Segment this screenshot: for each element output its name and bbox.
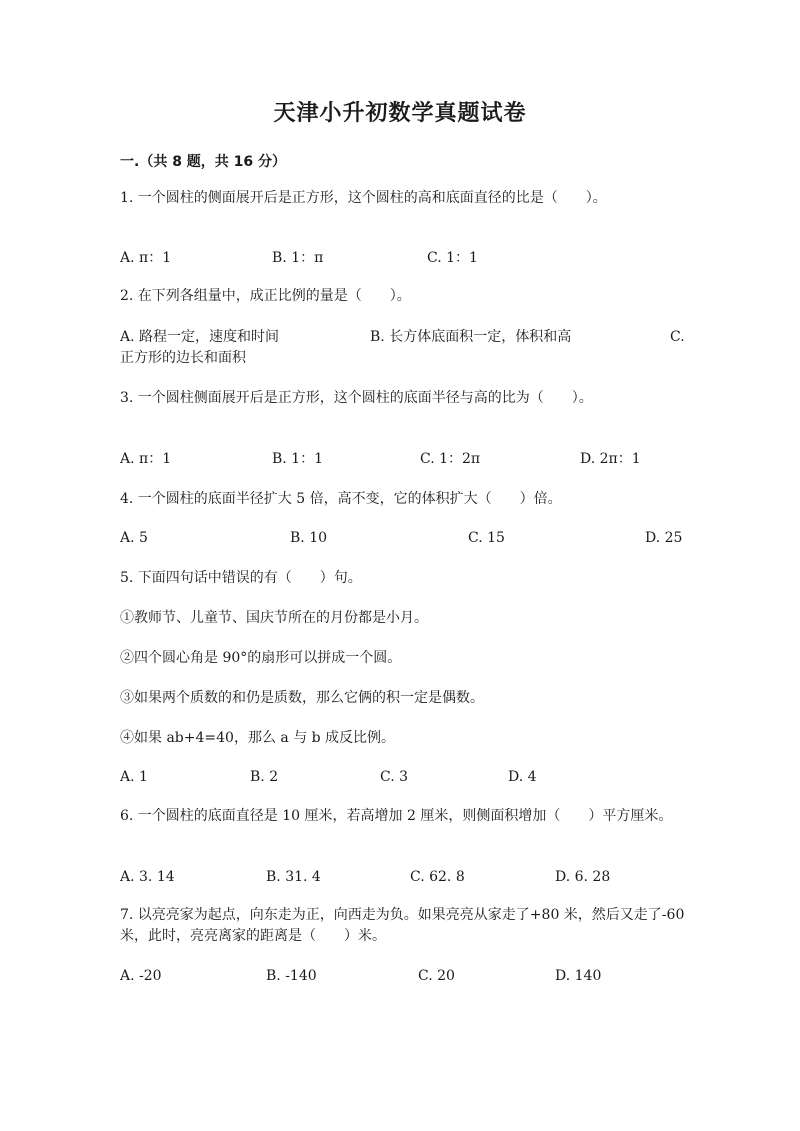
question-3-stem: 3. 一个圆柱侧面展开后是正方形，这个圆柱的底面半径与高的比为（ ）。 bbox=[120, 390, 593, 406]
q6-option-a[interactable]: A. 3. 14 bbox=[120, 869, 175, 885]
question-3-options bbox=[120, 449, 685, 470]
q7-option-a[interactable]: A. -20 bbox=[120, 968, 162, 984]
q7-option-b[interactable]: B. -140 bbox=[266, 968, 317, 984]
question-7-stem: 7. 以亮亮家为起点，向东走为正，向西走为负。如果亮亮从家走了+80 米，然后又走了-60 米，此时，亮亮离家的距离是（ ）米。 bbox=[120, 907, 689, 944]
q7-option-d[interactable]: D. 140 bbox=[555, 968, 602, 984]
q3-option-d[interactable]: D. 2π：1 bbox=[580, 451, 641, 467]
q5-statement-4: ④如果 ab+4=40，那么 a 与 b 成反比例。 bbox=[120, 730, 396, 746]
q5-option-d[interactable]: D. 4 bbox=[508, 769, 537, 785]
question-4-stem: 4. 一个圆柱的底面半径扩大 5 倍，高不变，它的体积扩大（ ）倍。 bbox=[120, 491, 562, 507]
q7-option-c[interactable]: C. 20 bbox=[418, 968, 455, 984]
question-2-stem: 2. 在下列各组量中，成正比例的量是（ ）。 bbox=[120, 288, 411, 304]
q5-statement-3: ③如果两个质数的和仍是质数，那么它俩的积一定是偶数。 bbox=[120, 690, 484, 706]
q1-option-b[interactable]: B. 1：π bbox=[272, 250, 324, 266]
question-6-options bbox=[120, 867, 685, 888]
q4-option-b[interactable]: B. 10 bbox=[290, 530, 328, 546]
question-5-stem: 5. 下面四句话中错误的有（ ）句。 bbox=[120, 570, 362, 586]
q3-option-b[interactable]: B. 1：1 bbox=[272, 451, 324, 467]
q2-option-a[interactable]: A. 路程一定，速度和时间 bbox=[120, 329, 280, 345]
q5-statement-2: ②四个圆心角是 90°的扇形可以拼成一个圆。 bbox=[120, 650, 402, 666]
question-2-options bbox=[120, 327, 685, 369]
q2-option-c-text[interactable]: 正方形的边长和面积 bbox=[120, 350, 246, 366]
question-1-options bbox=[120, 248, 685, 269]
question-1-stem: 1. 一个圆柱的侧面展开后是正方形，这个圆柱的高和底面直径的比是（ ）。 bbox=[120, 190, 607, 206]
question-6-stem: 6. 一个圆柱的底面直径是 10 厘米，若高增加 2 厘米，则侧面积增加（ ）平方厘米。 bbox=[120, 808, 673, 824]
q1-option-a[interactable]: A. π：1 bbox=[120, 250, 172, 266]
q5-option-a[interactable]: A. 1 bbox=[120, 769, 148, 785]
question-4-options bbox=[120, 528, 685, 549]
question-5-options bbox=[120, 767, 685, 788]
q5-option-c[interactable]: C. 3 bbox=[380, 769, 409, 785]
q4-option-a[interactable]: A. 5 bbox=[120, 530, 148, 546]
q2-option-b[interactable]: B. 长方体底面积一定，体积和高 bbox=[370, 329, 572, 345]
question-7-options bbox=[120, 966, 685, 987]
q6-option-b[interactable]: B. 31. 4 bbox=[266, 869, 321, 885]
q3-option-c[interactable]: C. 1：2π bbox=[420, 451, 481, 467]
section-heading: 一.（共 8 题，共 16 分） bbox=[120, 154, 287, 170]
page-title: 天津小升初数学真题试卷 bbox=[273, 100, 527, 126]
q3-option-a[interactable]: A. π：1 bbox=[120, 451, 172, 467]
q1-option-c[interactable]: C. 1：1 bbox=[427, 250, 478, 266]
q5-statement-1: ①教师节、儿童节、国庆节所在的月份都是小月。 bbox=[120, 610, 428, 626]
q6-option-c[interactable]: C. 62. 8 bbox=[410, 869, 465, 885]
q6-option-d[interactable]: D. 6. 28 bbox=[555, 869, 611, 885]
q4-option-d[interactable]: D. 25 bbox=[645, 530, 683, 546]
q5-option-b[interactable]: B. 2 bbox=[250, 769, 279, 785]
q4-option-c[interactable]: C. 15 bbox=[468, 530, 505, 546]
q2-option-c-label[interactable]: C. bbox=[670, 329, 685, 345]
